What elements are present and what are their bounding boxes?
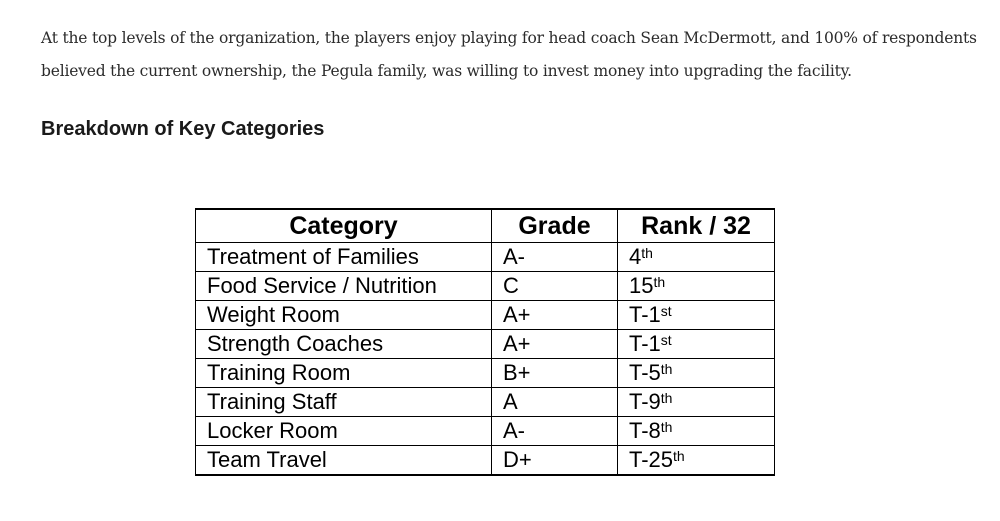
rank-cell: [618, 417, 775, 446]
grades-table: [195, 208, 775, 476]
table-row: [196, 243, 775, 272]
rank-value: 4: [629, 244, 642, 269]
table-row: [196, 301, 775, 330]
rank-cell: [618, 301, 775, 330]
table-row: [196, 359, 775, 388]
category-cell: Weight Room: [196, 301, 492, 330]
grade-cell: A-: [492, 417, 618, 446]
grade-cell: D+: [492, 446, 618, 476]
rank-suffix: st: [660, 302, 672, 319]
rank-value: T-25: [629, 447, 674, 472]
rank-suffix: th: [641, 244, 653, 261]
section-heading: Breakdown of Key Categories: [41, 118, 325, 140]
rank-value: T-8: [629, 418, 661, 443]
rank-suffix: st: [660, 331, 672, 348]
rank-cell: [618, 272, 775, 301]
intro-paragraph: At the top levels of the organization, the players enjoy playing for head coach Sean McDermott, and 100% of respondents believed the current ownership, the Pegula family, was willing to invest money into upgrading the facility.: [41, 29, 977, 80]
table-row: [196, 388, 775, 417]
grade-cell: C: [492, 272, 618, 301]
rank-suffix: th: [660, 418, 673, 435]
grade-cell: A-: [492, 243, 618, 272]
category-cell: Locker Room: [196, 417, 492, 446]
header-rank: Rank / 32: [618, 209, 775, 243]
grade-cell: B+: [492, 359, 618, 388]
table-row: [196, 417, 775, 446]
category-cell: Treatment of Families: [196, 243, 492, 272]
category-cell: Strength Coaches: [196, 330, 492, 359]
rank-value: T-1: [629, 331, 661, 356]
rank-suffix: th: [673, 447, 685, 464]
header-grade: Grade: [492, 209, 618, 243]
header-row: [196, 209, 775, 243]
rank-value: 15: [629, 273, 654, 298]
rank-suffix: th: [653, 273, 666, 290]
table-row: [196, 446, 775, 476]
rank-cell: [618, 446, 775, 476]
grade-cell: A+: [492, 301, 618, 330]
table-body: [196, 243, 775, 476]
table-row: [196, 272, 775, 301]
rank-cell: [618, 359, 775, 388]
rank-suffix: th: [660, 389, 673, 406]
rank-value: T-5: [629, 360, 661, 385]
header-category: Category: [196, 209, 492, 243]
article-body: [41, 22, 981, 88]
rank-cell: [618, 388, 775, 417]
category-cell: Training Room: [196, 359, 492, 388]
rank-value: T-9: [629, 389, 661, 414]
category-cell: Training Staff: [196, 388, 492, 417]
category-cell: Team Travel: [196, 446, 492, 476]
table-row: [196, 330, 775, 359]
grade-cell: A: [492, 388, 618, 417]
table-header: [196, 209, 775, 243]
category-cell: Food Service / Nutrition: [196, 272, 492, 301]
grade-cell: A+: [492, 330, 618, 359]
rank-cell: [618, 330, 775, 359]
rank-suffix: th: [660, 360, 673, 377]
rank-value: T-1: [629, 302, 661, 327]
rank-cell: [618, 243, 775, 272]
